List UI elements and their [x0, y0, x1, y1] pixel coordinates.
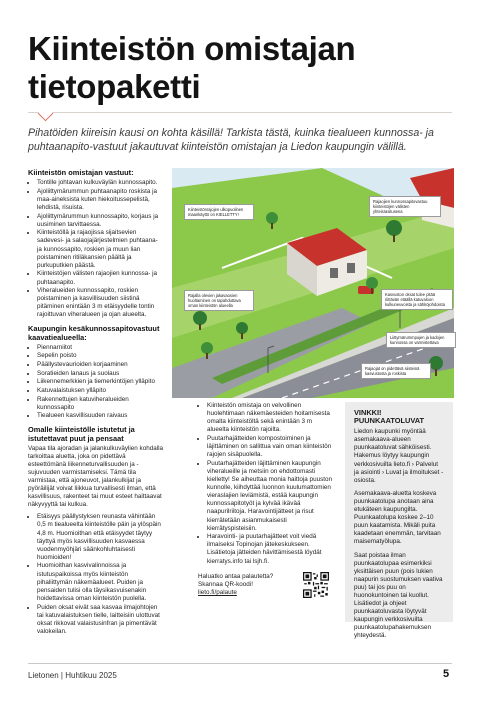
- feedback-block: [198, 573, 294, 597]
- list-item: • Liikennemerkkien ja tiemerkintöjen ylläpito: [37, 378, 164, 386]
- list-item: • Kiinteistöjen välisten rajaojien kunnossa- ja puhtaanapito.: [37, 270, 164, 286]
- owner-list: [28, 179, 164, 320]
- list-item: • Kiinteistön omistaja on velvollinen huolehtimaan näkemäesteiden hoitamisesta omalta kiinteistöltä sekä enintään 3 m alueelta kiinteistön rajoilta.: [207, 402, 334, 434]
- tip-paragraph: Asemakaava-aluetta koskeva puunkaatolupa anotaan aina etukäteen kaupungilta. Puunkaatolupa koskee 2–10 puun kaatamista. Mikäli puita kaadetaan enemmän, tarvitaan maisematyölupa.: [354, 489, 441, 546]
- callout-ditch-maintenance: Rajaojien kunnossapitovastuu kiinteistöjen välisten yhteisrasitusena: [369, 196, 441, 217]
- footer-divider: [28, 663, 452, 664]
- list-item: • Puutarhajätteiden läjittäminen kaupungin viheralueille ja metsiin on ehdottomasti kielletty! Se aiheuttaa monia haittoja puuston kunnolle, kiihdyttää luonnon kuulumattomien vieraslajien leviämistä, estää kaupungin kunnossapitotyöt ja kylvää ikävää naapurilriitoja. Haravointijätteet ja risut kierrätetään asianmukaisesti kierrätyspisteisiin.: [207, 460, 334, 533]
- trees-heading: Omalle kiinteistölle istutetut ja istutettavat puut ja pensaat: [28, 424, 135, 443]
- callout-branches: Kasvuston oksat tulee pitää riittävän etäällä katuvaloon kulkuneuvoista ja sähköjohdoista: [381, 289, 453, 310]
- list-item: • Sepelin poisto: [37, 352, 164, 360]
- tip-paragraph: Saat poistaa ilman puunkaatolupaa esimerkiksi yksittäisen puun (pois lukien naapurin suostumuksen vaativa puu) tai jos puu on huonokuntoinen tai kuollut. Lisätiedot ja ohjeet puunkaatoluvasta löytyvät kaupungin verkkosivuilta puunkaatolupahakemuksen yhteydestä.: [354, 551, 443, 640]
- title-divider: [28, 112, 452, 113]
- callout-ditches-clean: Rajaojat on pidettävä siisteinä kasvustosta ja roskista: [361, 363, 431, 379]
- page-title: Kiinteistön omistajan tietopaketti: [28, 30, 356, 105]
- divider-notch: [38, 106, 54, 122]
- list-item: • Tiealueen kasvillisuuden raivaus: [37, 412, 164, 420]
- middle-column: [198, 402, 334, 570]
- left-column: [28, 168, 164, 640]
- list-item: • Viheralueiden kunnossapito, roskien poistaminen ja kasvillisuuden siistinä pitäminen enintään 3 m etäisyydelle tontin rajoittuvan viheralueen ja ojan alueelta.: [37, 287, 164, 319]
- list-item: • Ajoliittymärummun kunnossapito, korjaus ja uusiminen tarvittaessa.: [37, 213, 164, 229]
- tip-paragraph: Liedon kaupunki myöntää asemakaava-alueen puunkaatoluvat sähköisesti. Hakemus löytyy kaupungin verkkosivuilta lieto.fi › Palvelut ja asiointi › Luvat ja ilmoitukset -osiosta.: [354, 428, 444, 484]
- list-item: • Puutarhajätteiden kompostoiminen ja läjittäminen on sallittua vain oman kiinteistön rajojen sisäpuolella.: [207, 435, 334, 459]
- list-item: • Soratieiden lanaus ja suolaus: [37, 370, 164, 378]
- city-list: [28, 344, 164, 421]
- owner-heading: Kiinteistön omistajan vastuut:: [28, 168, 134, 177]
- list-item: • Päällystevaurioiden korjaaminen: [37, 361, 164, 369]
- list-item: • Katuvalaistuksen ylläpito: [37, 387, 164, 395]
- list-item: • Puiden oksat eivät saa kasvaa ilmajohtojen tai katuvalaistuksen tielle, laitteisiin ulottuvat oksat rikkovat valaistusinfran ja pimentävät valokeilan.: [37, 604, 164, 636]
- house-window: [347, 263, 355, 273]
- list-item: • Haravointi- ja puutarhajätteet voit viedä ilmaiseksi Topinojan jätekeskukseen. Lisätietoja jätteiden hävittämisestä löydät kierratys.info tai lsjh.fi.: [207, 533, 334, 565]
- list-item: • Ajoliittymärummun puhtaanapito roskista ja maa-aineksista kuten hiekoitussepelistä, lehdistä, risuista.: [37, 188, 164, 212]
- lead-paragraph: Pihatöiden kiireisin kausi on kohta käsillä! Tarkista tästä, kuinka tiealueen kunnossa- ja puhtaanapito-vastuut jakautuvat kiinteistön omistajan ja Liedon kaupungin välillä.: [28, 127, 434, 153]
- callout-boundary-shared: Rajalla olevien jakavaosien huoltaminen on tapahduttava oman kiinteistön alueella: [184, 290, 254, 311]
- list-item: • Etäisyys päällystyksen reunasta vähintään 0,5 m tiealueelta kiinteistölle päin ja ylöspäin 4,8 m. Huomioithan että etäisyydet täytyy täyttyä myös kasvillisuuden kasvaessa vuodenmyöhjäri säänkohluhtaisesti huomioiden!: [37, 513, 164, 562]
- page-number: 5: [443, 668, 450, 680]
- list-item: • Tontille johtavan kulkuväylän kunnossapito.: [37, 179, 164, 187]
- feedback-link[interactable]: lieto.fi/palaute: [198, 589, 237, 597]
- qr-code[interactable]: [303, 572, 329, 598]
- footer-publication: Lietonen | Huhtikuu 2025: [28, 671, 117, 680]
- tip-heading: VINKKI! PUUNKAATOLUVAT: [354, 408, 425, 426]
- callout-culverts: Liittymärummpujen ja kadojen kunnossa on varmistettava: [386, 332, 456, 348]
- middle-list: [198, 402, 334, 566]
- callout-land-use: Kiinteistönrajojen ulkopuolinen maankäyttö on KIELLETTY!: [184, 204, 254, 220]
- list-item: • Huomioithan kasvivalinnoissa ja istutuspaikoissa myös kiinteistön pihaliittymän näkemäalueet. Puiden ja pensaiden tulisi olla täysikasvuisenakin hoidettavissa oman kiinteistön puolella.: [37, 562, 164, 602]
- trees-paragraph: Vapaa tila ajoradan ja jalankulkuväylien kohdalla tarkoittaa aluetta, joka on pidettävä esteettömänä liikenneturvallisuuden ja -sujuvuuden varmistamiseksi. Tämä tila varmistaa, että ajoneuvot, jalankulkijat ja pyöräilijät voivat liikkua turvallisesti ilman, että kasvillisuus, rakenteet tai muut esteet haittaavat näkyvyyttä tai kulkua.: [28, 444, 164, 509]
- feedback-text: Haluatko antaa palautetta? Skannaa QR-koodi!: [198, 573, 274, 589]
- city-heading: Kaupungin kesäkunnossapitovastuut kaavatiealueella:: [28, 323, 160, 342]
- house-window: [330, 268, 338, 278]
- tip-box: [345, 402, 453, 640]
- trees-list: [28, 513, 164, 636]
- list-item: • Kiinteistöllä ja rajaojissa sijaitsevien sadevesi- ja salaojajärjestelmien puhtaana- ja kunnossapito, roskien ja muun lian poistaminen ritiläkansien päältä ja purkuputkien päästä.: [37, 229, 164, 269]
- list-item: • Rakennettujen katuviheralueiden kunnossapito: [37, 396, 164, 412]
- list-item: • Piennarniitot: [37, 344, 164, 352]
